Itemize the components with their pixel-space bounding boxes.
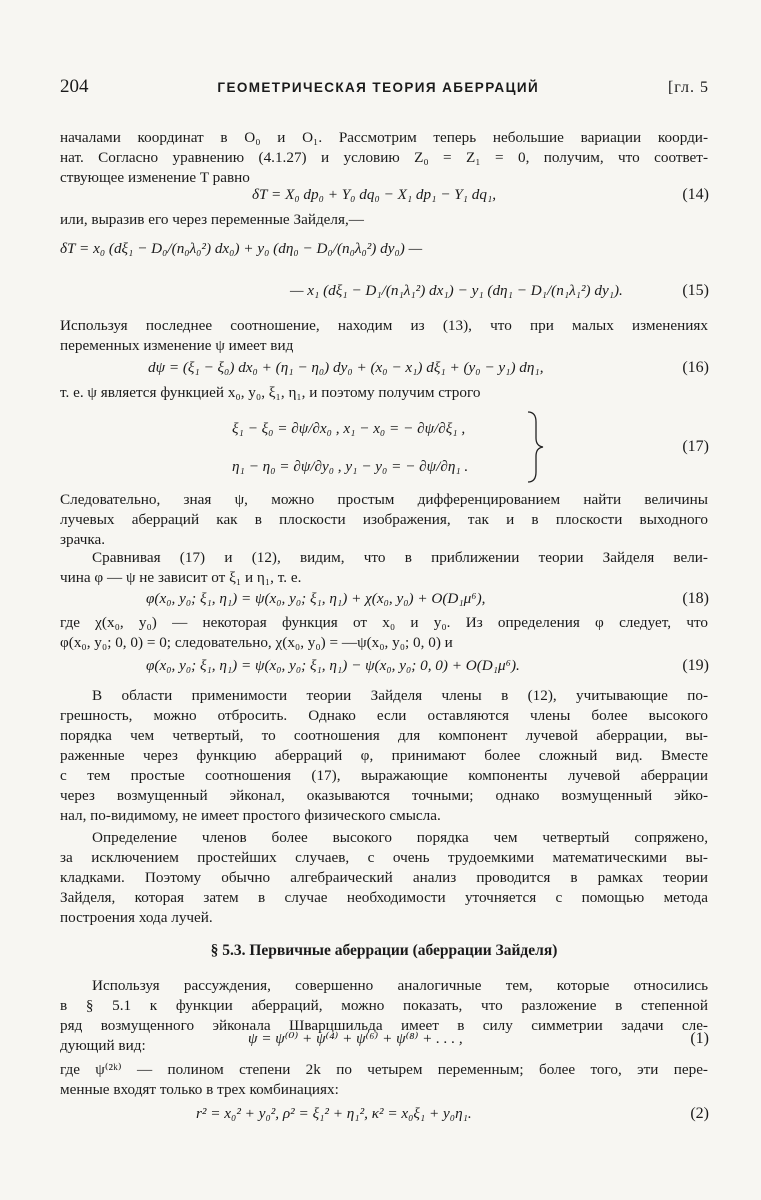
- text-line: грешность, можно отбросить. Однако если оставляются члены более высокого: [60, 707, 708, 724]
- equation-19: φ(x₀, y₀; ξ₁, η₁) = ψ(x₀, y₀; ξ₁, η₁) − ψ(x₀, y₀; 0, 0) + O(D₁μ⁶).: [146, 657, 520, 674]
- text-line: где χ(x₀, y₀) — некоторая функция от x₀ и y₀. Из определения φ следует, что: [60, 614, 708, 631]
- text-line: с тем простые соотношения (17), выражающие компоненты лучевой аберрации: [60, 767, 708, 784]
- text-line: φ(x₀, y₀; 0, 0) = 0; следовательно, χ(x₀, y₀) = —ψ(x₀, y₀; 0, 0) и: [60, 634, 453, 651]
- text-line: в § 5.1 к функции аберраций, можно показать, что разложение в степенной: [60, 997, 708, 1014]
- text-line: порядка чем четвертый, то соотношения для компонент лучевой аберрации, вы-: [60, 727, 708, 744]
- equation-16: dψ = (ξ₁ − ξ₀) dx₀ + (η₁ − η₀) dy₀ + (x₀ − x₁) dξ₁ + (y₀ − y₁) dη₁,: [148, 359, 544, 376]
- text-line: через возмущенный эйконал, оказываются точными; однако возмущенный эйко-: [60, 787, 708, 804]
- text-line: Используя последнее соотношение, находим из (13), что при малых изменениях: [60, 317, 708, 334]
- text-line: за исключением простейших случаев, с очень трудоемкими математическими вы-: [60, 849, 708, 866]
- equation-number-14: (14): [682, 186, 709, 203]
- equation-15b: — x₁ (dξ₁ − D₁/(n₁λ₁²) dx₁) − y₁ (dη₁ − D₁/(n₁λ₁²) dy₁).: [290, 282, 623, 299]
- section-title: § 5.3. Первичные аберрации (аберрации Зайделя): [210, 942, 558, 959]
- page-header: [60, 76, 709, 100]
- text-line: ствующее изменение T равно: [60, 169, 250, 186]
- equation-18: φ(x₀, y₀; ξ₁, η₁) = ψ(x₀, y₀; ξ₁, η₁) + χ(x₀, y₀) + O(D₁μ⁶),: [146, 590, 486, 607]
- text-line: дующий вид:: [60, 1037, 146, 1054]
- text-line: менные входят только в трех комбинациях:: [60, 1081, 339, 1098]
- equation-number-16: (16): [682, 359, 709, 376]
- text-line: переменных изменение ψ имеет вид: [60, 337, 294, 354]
- text-line: чина φ — ψ не зависит от ξ₁ и η₁, т. е.: [60, 569, 302, 586]
- text-line: нат. Согласно уравнению (4.1.27) и условию Z₀ = Z₁ = 0, получим, что соответ-: [60, 149, 708, 166]
- text-line: или, выразив его через переменные Зайделя,—: [60, 211, 364, 228]
- equation-17a: ξ₁ − ξ₀ = ∂ψ/∂x₀ , x₁ − x₀ = − ∂ψ/∂ξ₁ ,: [232, 420, 466, 437]
- equation-number-19: (19): [682, 657, 709, 674]
- equation-14: δT = X₀ dp₀ + Y₀ dq₀ − X₁ dp₁ − Y₁ dq₁,: [252, 186, 497, 203]
- page-number: 204: [60, 76, 89, 97]
- text-line: Определение членов более высокого порядка чем четвертый сопряжено,: [92, 829, 708, 846]
- right-brace-icon: [524, 410, 546, 484]
- equation-number-2: (2): [690, 1105, 709, 1122]
- running-title: ГЕОМЕТРИЧЕСКАЯ ТЕОРИЯ АБЕРРАЦИЙ: [217, 80, 540, 95]
- text-line: ряд возмущенного эйконала Шварцшильда имеет в силу симметрии задачи сле-: [60, 1017, 708, 1034]
- text-line: построения хода лучей.: [60, 909, 213, 926]
- text-line: началами координат в O₀ и O₁. Рассмотрим теперь небольшие вариации коорди-: [60, 129, 708, 146]
- text-line: Используя рассуждения, совершенно аналогичные тем, которые относились: [92, 977, 708, 994]
- equation-2: r² = x₀² + y₀², ρ² = ξ₁² + η₁², κ² = x₀ξ₁ + y₀η₁.: [196, 1105, 472, 1122]
- text-line: Сравнивая (17) и (12), видим, что в приближении теории Зайделя вели-: [92, 549, 708, 566]
- text-line: Следовательно, зная ψ, можно простым дифференцированием найти величины: [60, 491, 708, 508]
- text-line: кладками. Поэтому обычно алгебраический анализ проводится в рамках теории: [60, 869, 708, 886]
- equation-number-17: (17): [682, 438, 709, 455]
- text-line: т. е. ψ является функцией x₀, y₀, ξ₁, η₁, и поэтому получим строго: [60, 384, 481, 401]
- text-line: Зайделя, которая затем в случае необходимости уточняется с помощью метода: [60, 889, 708, 906]
- equation-number-1: (1): [690, 1030, 709, 1047]
- equation-1: ψ = ψ⁽⁰⁾ + ψ⁽⁴⁾ + ψ⁽⁶⁾ + ψ⁽⁸⁾ + . . . ,: [248, 1030, 463, 1047]
- equation-number-18: (18): [682, 590, 709, 607]
- text-line: раженные через функцию аберраций φ, принимают более сложный вид. Вместе: [60, 747, 708, 764]
- equation-17b: η₁ − η₀ = ∂ψ/∂y₀ , y₁ − y₀ = − ∂ψ/∂η₁ .: [232, 458, 469, 475]
- text-line: В области применимости теории Зайделя члены в (12), учитывающие по-: [92, 687, 708, 704]
- text-line: зрачка.: [60, 531, 106, 548]
- text-line: где ψ⁽²ᵏ⁾ — полином степени 2k по четырем переменным; более того, эти пере-: [60, 1061, 708, 1078]
- equation-15a: δT = x₀ (dξ₁ − D₀/(n₀λ₀²) dx₀) + y₀ (dη₀ − D₀/(n₀λ₀²) dy₀) —: [60, 240, 423, 257]
- text-line: нал, по-видимому, не имеет простого физического смысла.: [60, 807, 441, 824]
- equation-number-15: (15): [682, 282, 709, 299]
- text-line: лучевых аберраций как в плоскости изображения, так и в плоскости выходного: [60, 511, 708, 528]
- chapter-marker: [гл. 5: [667, 79, 709, 96]
